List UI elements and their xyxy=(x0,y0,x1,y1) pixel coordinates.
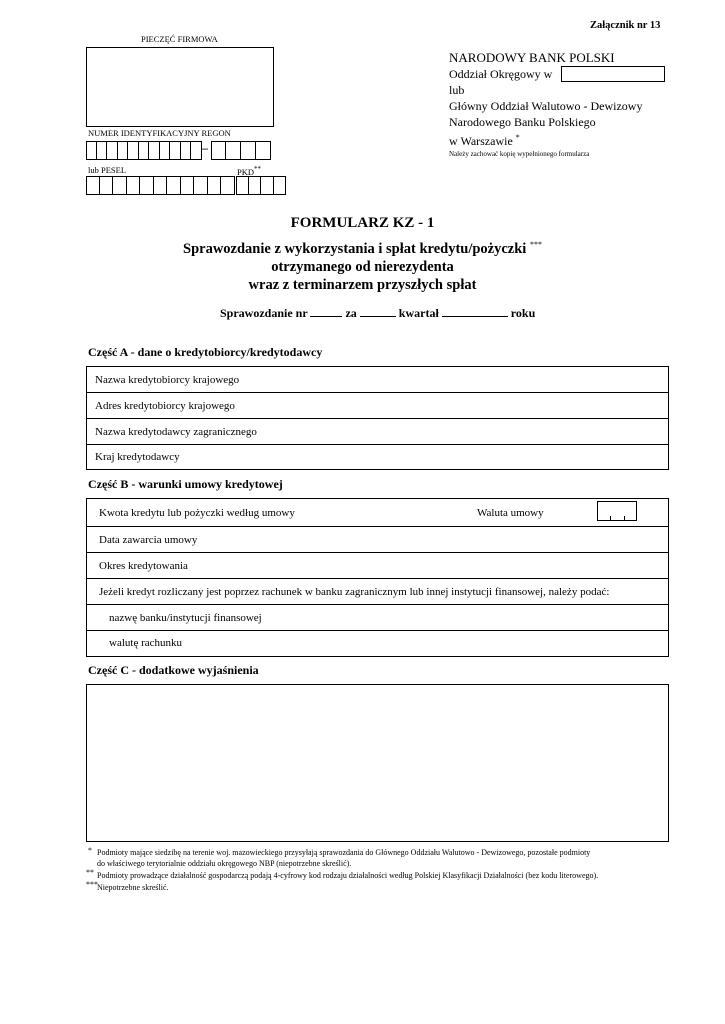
bank-line3: Główny Oddział Walutowo - Dewizowy xyxy=(449,99,643,113)
bank-line5: w Warszawie * xyxy=(449,133,520,148)
pesel-cells[interactable] xyxy=(86,176,235,195)
part-a-row[interactable]: Kraj kredytodawcy xyxy=(95,450,180,463)
bank-line4: Narodowego Banku Polskiego xyxy=(449,115,596,129)
footnote-3-mark: *** xyxy=(86,880,98,889)
bank-name-row[interactable]: nazwę banku/instytucji finansowej xyxy=(87,605,668,631)
contract-date-row[interactable]: Data zawarcia umowy xyxy=(87,527,668,553)
credit-period-row[interactable]: Okres kredytowania xyxy=(87,553,668,579)
form-subtitle xyxy=(0,236,725,294)
bank-line1: Oddział Okręgowy w xyxy=(449,67,553,81)
bank-line2: lub xyxy=(449,83,465,97)
company-stamp-box[interactable] xyxy=(86,47,274,127)
branch-city-field[interactable] xyxy=(561,66,665,82)
pkd-cells[interactable] xyxy=(236,176,286,195)
form-title: FORMULARZ KZ - 1 xyxy=(290,215,435,231)
annex-label: Załącznik nr 13 xyxy=(590,20,661,31)
footnote-2-mark: ** xyxy=(86,868,94,877)
footnote-1-mark: * xyxy=(88,846,92,855)
pesel-label: lub PESEL xyxy=(88,165,127,175)
report-quarter-field[interactable] xyxy=(360,315,396,317)
copy-note: Należy zachować kopię wypełnionego formularza xyxy=(449,150,590,158)
subtitle-line1: Sprawozdanie z wykorzystania i spłat kredytu/pożyczki *** xyxy=(183,240,542,257)
part-a-table xyxy=(86,366,669,470)
regon-dash: – xyxy=(202,141,208,155)
part-a-row[interactable]: Adres kredytobiorcy krajowego xyxy=(87,393,668,419)
currency-code-field[interactable] xyxy=(597,501,637,521)
stamp-label: PIECZĘĆ FIRMOWA xyxy=(141,34,218,44)
subtitle-line3: wraz z terminarzem przyszłych spłat xyxy=(248,276,477,293)
footnote-2: Podmioty prowadzące działalność gospodarczą podają 4-cyfrowy kod rodzaju działalności według Polskiej Klasyfikacji Działalności (bez kodu literowego). xyxy=(97,871,599,880)
part-a-row[interactable]: Nazwa kredytobiorcy krajowego xyxy=(87,367,668,393)
report-number-field[interactable] xyxy=(310,315,342,317)
account-currency-row[interactable]: walutę rachunku xyxy=(109,637,182,649)
part-b-heading: Część B - warunki umowy kredytowej xyxy=(88,477,283,491)
additional-explanations-box[interactable] xyxy=(86,684,669,842)
subtitle-line2: otrzymanego od nierezydenta xyxy=(271,258,454,275)
footnote-1: Podmioty mające siedzibę na terenie woj. mazowieckiego przysyłają sprawozdania do Głównego Oddziału Walutowo - Dewizowego, pozostałe podmioty do właściwego terytorialnie oddziału okręgowego NBP (niepotrzebne skreślić). xyxy=(97,848,591,868)
regon-label: NUMER IDENTYFIKACYJNY REGON xyxy=(88,128,231,138)
credit-amount-row[interactable]: Kwota kredytu lub pożyczki według umowy Waluta umowy xyxy=(87,499,668,527)
part-a-heading: Część A - dane o kredytobiorcy/kredytodawcy xyxy=(88,345,323,359)
pkd-label: PKD** xyxy=(237,165,262,177)
part-c-heading: Część C - dodatkowe wyjaśnienia xyxy=(88,663,259,677)
part-b-table xyxy=(86,498,669,657)
currency-label: Waluta umowy xyxy=(477,506,544,519)
regon-cells-part2[interactable] xyxy=(211,141,271,160)
footnote-3: Niepotrzebne skreślić. xyxy=(97,883,169,892)
report-year-field[interactable] xyxy=(442,315,508,317)
foreign-account-row: Jeżeli kredyt rozliczany jest poprzez rachunek w banku zagranicznym lub innej instytucji finansowej, należy podać: xyxy=(87,579,668,605)
regon-cells-part1[interactable] xyxy=(86,141,202,160)
report-line: Sprawozdanie nr za kwartał roku xyxy=(220,306,536,320)
part-a-row[interactable]: Nazwa kredytodawcy zagranicznego xyxy=(87,419,668,445)
bank-name: NARODOWY BANK POLSKI xyxy=(449,50,615,65)
